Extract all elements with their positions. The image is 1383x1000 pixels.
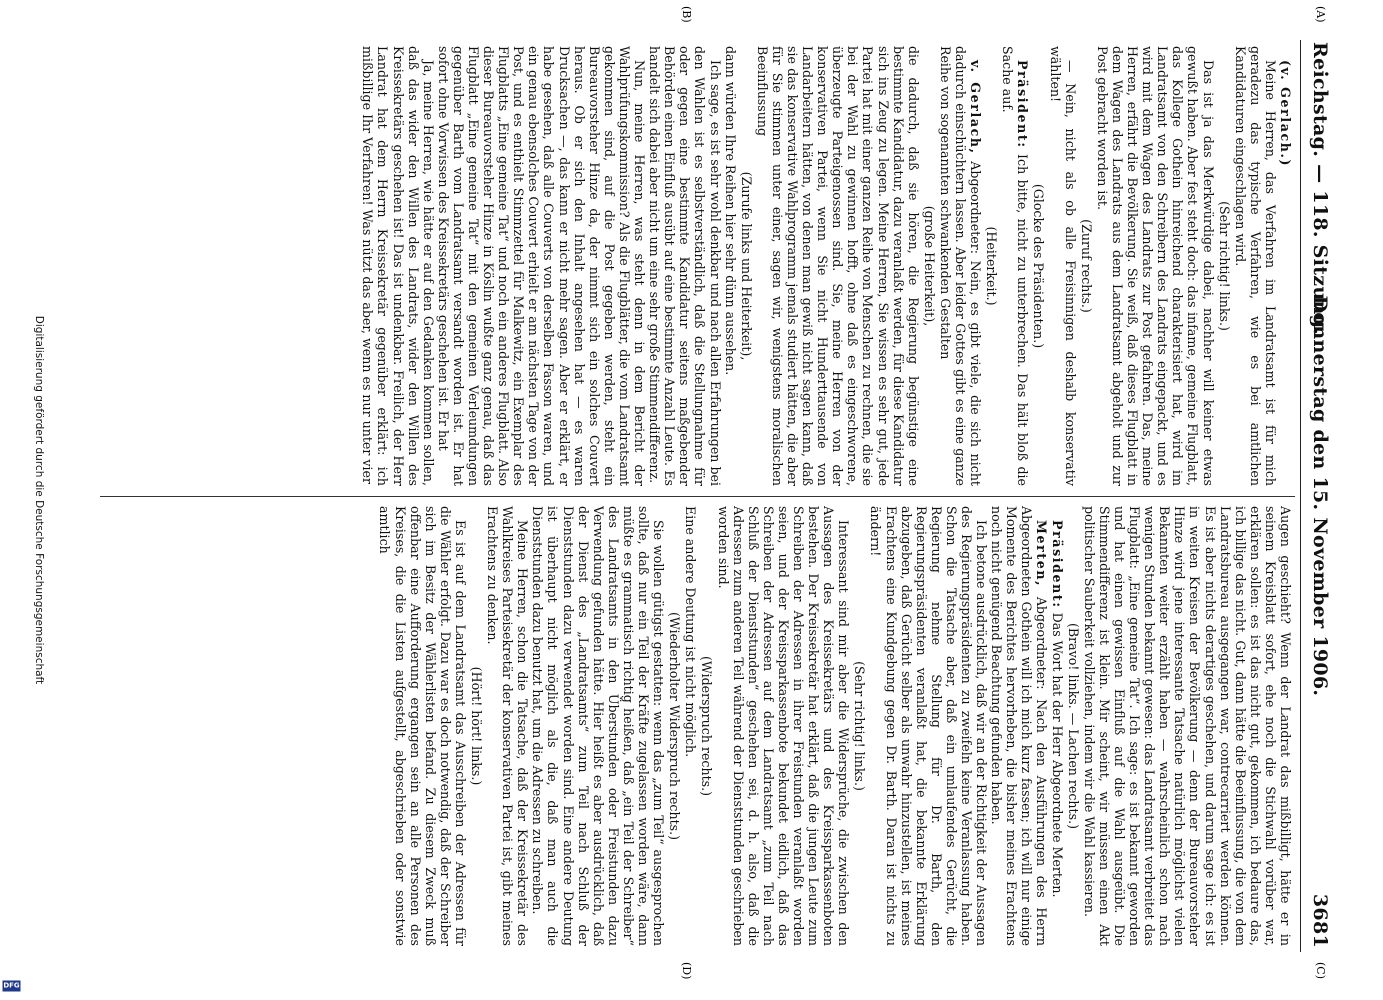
speech-text: Das Wort hat der Herr Abgeordnete Merten.	[1049, 608, 1065, 898]
body-paragraph: Meine Herren, das Verfahren im Landratsamt ist für mich geradezu das typische Verfahren, wie es bei amtlichen Kandidaturen eingeschlagen wird.	[1232, 46, 1278, 486]
speech-text: Abgeordneter: Nein, es gibt viele, die sich nicht dadurch einschüchtern lassen. Aber leider Gottes gibt es eine ganze Reihe von sogenannten schwankenden Gestalten	[937, 46, 984, 486]
speech-paragraph	[938, 46, 983, 486]
speech-paragraph	[1050, 506, 1065, 946]
margin-marker-a: (A)	[1314, 6, 1327, 23]
speech-text: Abgeordneter: Nach den Ausführungen des Herrn Abgeordneten Gothein will ich mich kurz fassen; ich will nur einige Momente des Berichtes hervorheben, die bisher meines Erachtens noch nicht genügend Beachtung gefunden haben.	[989, 506, 1050, 946]
column-divider	[100, 496, 1295, 497]
interjection: (Zurufe links und Heiterkeit),	[738, 171, 754, 361]
body-paragraph: Ich sage, es ist sehr wohl denkbar und nach allen Erfahrungen bei den Wahlen ist es selbstverständlich, daß die Stellungnahme für oder gegen eine bestimmte Kandidatur seitens maßgebender Behörden einen Einfluß ausübt auf eine bestimmte Anzahl Leute. Es handelt sich dabei aber nicht um eine sehr große Stimmendifferenz.	[647, 46, 723, 486]
interjection: (Glocke des Präsidenten.)	[1031, 183, 1047, 349]
speaker-name: Präsident:	[1015, 60, 1031, 149]
body-paragraph: Ja, meine Herren, wie hätte er auf den Gedanken kommen sollen, daß das wider den Willen des Landrats, wider den Willen des Kreissekretärs geschehen ist! Das ist undenkbar. Freilich, der Herr Landrat hat dem Herrn Kreissekretär gegenüber erklärt: ich mißbillige Ihr Verfahren! Was nützt das aber, wenn es nur unter vier	[360, 46, 436, 486]
right-column	[103, 506, 1293, 946]
speaker-name: Merten,	[1034, 520, 1050, 588]
speech-text: Ich bitte, nicht zu unterbrechen. Das hält bloß die Sache auf.	[1000, 46, 1031, 486]
body-paragraph: — Nein, nicht als ob alle Freisinnigen deshalb konservativ wählten!	[1047, 46, 1078, 486]
body-paragraph: dann würden Ihre Reihen hier sehr dünn aussehen.	[722, 46, 738, 376]
body-paragraph: die dadurch, daß sie hören, die Regierung begünstige eine bestimmte Kandidatur, dazu veranlaßt werden, für diese Kandidatur sich ins Zeug zu legen. Meine Herren, Sie wissen es sehr gut, jede Partei hat mit einer ganzen Reihe von Menschen zu rechnen, die sie bei der Wahl zu gewinnen hofft, ohne daß es eingeschworene, überzeugte Parteigenossen sind. Sie, meine Herren von der konservativen Partei, wenn Sie nicht Hunderttausende von Landarbeitern hätten, von denen man gewiß nicht sagen kann, daß sie das konservative Wahlprogramm jemals studiert hätten, die aber für Sie stimmen unter einer, sagen wir, wenigstens moralischen Beeinflussung	[754, 46, 921, 486]
margin-marker-b: (B)	[680, 6, 693, 23]
header-date: Donnerstag den 15. November 1906.	[1309, 295, 1331, 697]
body-paragraph: Augen geschieht? Wenn der Landrat das mißbilligt, hätte er in seinem Kreisblatt sofort, ehe noch die Stichwahl vorüber war, erklären sollen: es ist das nicht gut, gekommen, ich bedaure das, ich billige das nicht. Gut, dann hätte die Beeinflussung, die von dem Landratsbureau ausgegangen war, contrecarriert werden können. Es ist aber nichts derartiges geschehen, und darum sage ich: es ist in weiten Kreisen der Bevölkerung — denn der Bureauvorsteher Hinze wird jene interessante Tatsache natürlich möglichst vielen Bekannten weiter erzählt haben — wahrscheinlich schon nach wenigen Stunden bekannt gewesen: das Landratsamt verbreitet das Flugblatt: „Eine gemeine Tat“. Ich sage: es ist bekannt geworden und hat einen gewissen Einfluß auf die Wahl ausgeübt. Die Stimmendifferenz ist klein. Mir scheint, wir müssen einen Akt politischer Sauberkeit vollziehen, indem wir die Wahl kassieren.	[1081, 506, 1293, 946]
speaker-name: Präsident:	[1049, 520, 1065, 609]
interjection: (Bravo! links. — Lachen rechts.)	[1065, 622, 1081, 829]
interjection: (Sehr richtig! links.)	[852, 661, 868, 791]
body-paragraph: Es ist auf dem Landratsamt das Ausschreiben der Adressen für die Wähler erfolgt. Dazu war es doch notwendig, daß der Schreiber sich im Besitz der Wählerlisten befand. Zu diesem Zweck muß offenbar eine Aufforderung ergangen sein an alle Personen des Kreises, die die Listen aufgestellt, abgeschrieben oder sonstwie amtlich	[377, 506, 468, 946]
interjection: (Wiederholter Widerspruch rechts.)	[667, 611, 683, 841]
interjection: (Widerspruch rechts.)	[699, 655, 715, 797]
body-paragraph: Das ist ja das Merkwürdige dabei, nachher will keiner etwas gewußt haben. Aber fest steht doch: das infame, gemeine Flugblatt, das Kollege Gothein hinreichend charakterisiert hat, wird im Landratsamt von den Schreibern des Landrats eingepackt, und es wird mit dem Wagen des Landrats zur Post gefahren. Das, meine Herren, erfährt die Bevölkerung. Sie weiß, daß dieses Flugblatt in dem Wagen des Landrats aus dem Landratsamt abgeholt und zur Post gebracht worden ist.	[1094, 46, 1216, 486]
page-number: 3681	[1309, 893, 1331, 948]
left-column	[103, 46, 1293, 486]
dfg-logo-text: DFG	[3, 981, 20, 990]
speaker-name: v. Gerlach,	[968, 60, 984, 155]
body-paragraph: Meine Herren, schon die Tatsache, daß der Kreissekretär des Wahlkreises Parteisekretär der konservativen Partei ist, gibt meines Erachtens zu denken.	[485, 506, 531, 946]
body-paragraph: Eine andere Deutung ist nicht möglich.	[683, 506, 699, 758]
interjection: (Heiterkeit.)	[984, 226, 1000, 306]
interjection: (Zuruf rechts.)	[1078, 219, 1094, 313]
margin-marker-c: (C)	[1314, 962, 1327, 979]
interjection: (Hört! hört! links.)	[469, 666, 485, 786]
header-session: Reichstag. — 118. Sitzung.	[1309, 42, 1331, 336]
speech-paragraph	[1278, 46, 1293, 486]
speech-paragraph	[989, 506, 1049, 946]
page-header	[1300, 40, 1335, 952]
interjection: (große Heiterkeit),	[921, 205, 937, 327]
body-paragraph: Nun, meine Herren, was steht denn in dem Bericht der Wahlprüfungskommission? Als die Flugblätter, die vom Landratsamt gekommen sind, auf die Post gegeben werden, steht ein Bureauvorsteher Hinze da, der nimmt sich ein solches Couvert heraus. Ob er sich den Inhalt angesehen hat — es waren Drucksachen —, das kann er nicht mehr sagen. Aber er erklärt, er habe gesehen, daß alle Couverts von derselben Fasson waren, und ein genau ebensolches Couvert erhielt er am nächsten Tage von der Post, und es enthielt Stimmzettel für Malkewitz, ein Exemplar des Flugblatts „Eine gemeine Tat“ und noch ein anderes Flugblatt. Also dieser Bureauvorsteher Hinze in Köslin wußte ganz genau, daß das Flugblatt „Eine gemeine Tat“ mit den gemeinen Verleumdungen gegenüber Barth vom Landratsamt versandt worden ist. Er hat sofort ohne Vorwissen des Kreissekretärs geschehen ist. Er hat	[435, 46, 648, 486]
dfg-logo	[3, 981, 21, 992]
body-paragraph: Sie wollen gütigst gestatten: wenn das „zum Teil“ ausgesprochen sollte, daß nur ein Teil der Kräfte zugelassen worden wäre, dann müßte es grammatisch richtig heißen, daß „ein Teil der Schreiber“ des Landratsamts in den Überstunden oder Freistunden dazu Verwendung gefunden hätte. Hier heißt es aber ausdrücklich, daß der Dienst des „Landratsamts“ zum Teil nach Schluß der Dienststunden dazu verwendet worden sind. Eine andere Deutung ist überhaupt nicht möglich als die, daß man auch die Dienststunden dazu benutzt hat, um die Adressen zu schreiben.	[530, 506, 667, 946]
speech-paragraph	[1000, 46, 1030, 486]
speaker-name: (v. Gerlach.)	[1278, 60, 1293, 168]
body-paragraph: Interessant sind mir aber die Widersprüche, die zwischen den Aussagen des Kreissekretärs und des Kreissparkassenboten bestehen. Der Kreissekretär hat erklärt, daß die jungen Leute zum Schreiben der Adressen in ihrer Freistunden veranlaßt worden seien, und der Kreissparkassenbote bekundet eidlich, daß das Schreiben der Adressen auf dem Landratsamt „zum Teil nach Schluß der Dienststunden“ geschehen sei, d. h. also, daß die Adressen zum anderen Teil während der Dienststunden geschrieben worden sind.	[715, 506, 852, 946]
interjection: (Sehr richtig! links.)	[1216, 201, 1232, 331]
digitization-credit: Digitalisierung gefördert durch die Deutsche Forschungsgemeinschaft	[33, 315, 45, 685]
body-paragraph: Ich betone ausdrücklich, daß wir an der Richtigkeit der Aussagen des Regierungspräsidenten zu zweifeln keine Veranlassung haben. Schon die Tatsache aber, daß ein umlaufendes Gerücht, die Regierung nehme Stellung für Dr. Barth, den Regierungspräsidenten veranlaßt hat, die bekannte Erklärung abzugeben, daß Gerücht selber als unwahr hinzustellen, ist meines Erachtens eine Kundgebung gegen Dr. Barth. Daran ist nichts zu ändern!	[868, 506, 990, 946]
document-page	[95, 40, 1335, 952]
margin-marker-d: (D)	[680, 962, 693, 980]
